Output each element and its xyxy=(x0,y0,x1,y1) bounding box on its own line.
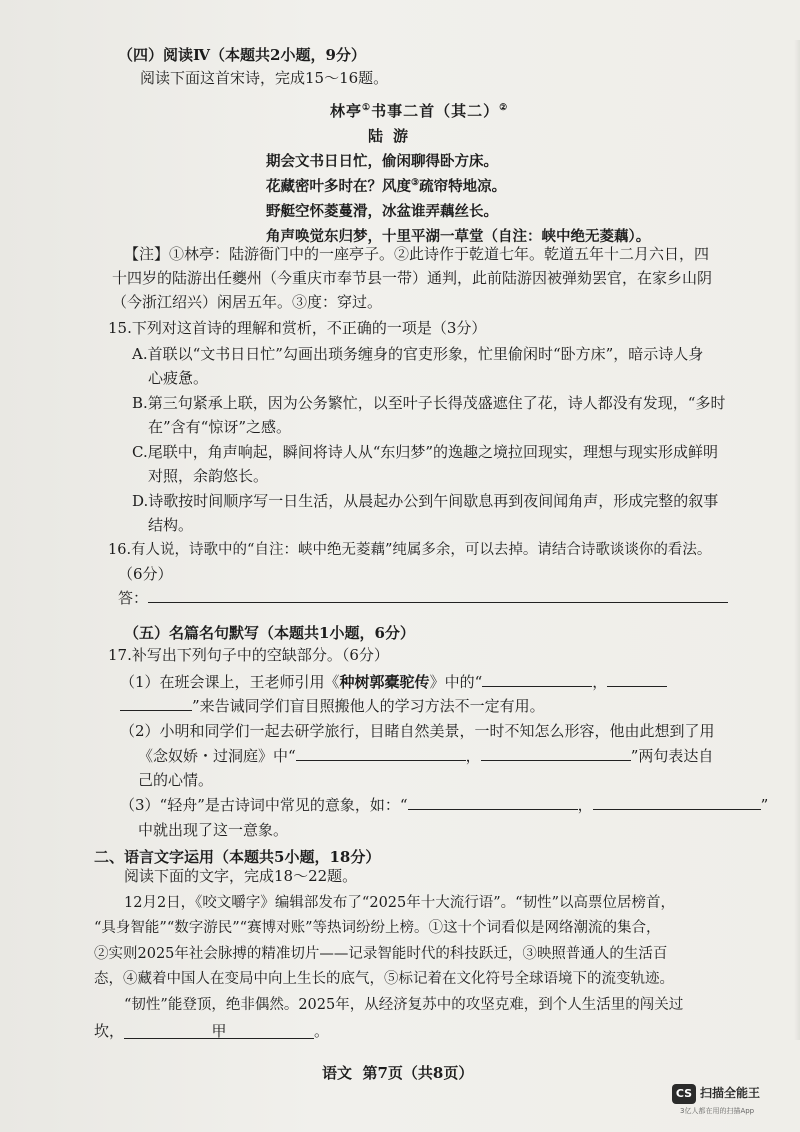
q17-blank-6[interactable] xyxy=(593,795,761,810)
watermark-tagline: 3亿人都在用的扫描App xyxy=(680,1107,755,1115)
q17-part1-title: 种树郭橐驼传 xyxy=(339,673,430,691)
watermark-app-name: 扫描全能王 xyxy=(700,1086,761,1100)
q17-blank-1[interactable] xyxy=(482,672,592,687)
page-edge-shadow xyxy=(794,40,800,1040)
q17-part2-comma: ， xyxy=(465,747,481,765)
passage-blank-label: 甲 xyxy=(211,1022,227,1040)
poem-title-a: 林亭 xyxy=(330,102,363,120)
poem-line-1: 期会文书日日忙，偷闲聊得卧方床。 xyxy=(266,153,498,170)
poem-title xyxy=(330,100,508,121)
q17-part3-text-a: （3）“轻舟”是古诗词中常见的意象，如：“ xyxy=(120,796,408,814)
q16-score: （6分） xyxy=(118,565,173,583)
q17-blank-2-cont[interactable] xyxy=(120,696,192,711)
q15-option-c-line2: 对照，余韵悠长。 xyxy=(148,467,269,485)
poem-line-2 xyxy=(266,175,506,196)
poem-author: 陆游 xyxy=(368,127,419,145)
q17-blank-3[interactable] xyxy=(296,746,466,761)
passage-line-5: “韧性”能登顶，绝非偶然。2025年，从经济复苏中的攻坚克难，到个人生活里的闯关过 xyxy=(124,997,684,1013)
page-footer xyxy=(322,1062,473,1083)
passage-line-4: 态，④藏着中国人在变局中向上生长的底气，⑤标记着在文化符号全球语境下的流变轨迹。 xyxy=(94,971,674,987)
q17-part3-line2: 中就出现了这一意象。 xyxy=(138,821,289,839)
q15-option-b-line1: B.第三句紧承上联，因为公务繁忙，以至叶子长得茂盛遮住了花，诗人都没有发现，“多时 xyxy=(132,394,726,412)
q17-part1-line2 xyxy=(120,692,545,720)
footnote-mark-2: ② xyxy=(499,103,509,113)
passage-line-6 xyxy=(94,1017,329,1045)
footer-subject: 语文 xyxy=(322,1064,353,1082)
q17-part1-text-b: 》中的“ xyxy=(429,673,483,691)
q17-part1-text-a: （1）在班会课上，王老师引用《 xyxy=(120,673,340,691)
q16-answer xyxy=(118,584,728,612)
q15-stem: 15.下列对这首诗的理解和赏析，不正确的一项是（3分） xyxy=(108,319,487,337)
scanner-watermark xyxy=(672,1082,782,1118)
poem-line-2a: 花藏密叶多时在？风度 xyxy=(266,178,411,195)
q17-stem: 17.补写出下列句子中的空缺部分。（6分） xyxy=(108,646,389,664)
section5-heading: （五）名篇名句默写（本题共1小题，6分） xyxy=(124,624,415,642)
passage-line-2: “具身智能”“数字游民”“赛博对账”等热词纷纷上榜。①这十个词看似是网络潮流的集合， xyxy=(94,920,661,936)
poem-line-2b: 疏帘特地凉。 xyxy=(419,178,507,195)
q15-option-d-line1: D.诗歌按时间顺序写一日生活，从晨起办公到午间歇息再到夜间闻角声，形成完整的叙事 xyxy=(132,492,719,510)
section4-intro: 阅读下面这首宋诗，完成15～16题。 xyxy=(140,69,389,87)
q15-option-b-line2: 在”含有“惊讶”之感。 xyxy=(148,418,292,436)
part2-heading: 二、语言文字运用（本题共5小题，18分） xyxy=(94,848,381,866)
note-line-2: 十四岁的陆游出任夔州（今重庆市奉节县一带）通判，此前陆游因被弹劾罢官，在家乡山阴 xyxy=(112,269,713,287)
q17-part2-line2 xyxy=(138,742,713,770)
q17-blank-4[interactable] xyxy=(481,746,631,761)
poem-line-4: 角声唤觉东归梦，十里平湖一草堂（自注：峡中绝无菱藕）。 xyxy=(266,228,651,245)
q15-option-a-line1: A.首联以“文书日日忙”勾画出琐务缠身的官吏形象，忙里偷闲时“卧方床”，暗示诗人身 xyxy=(132,345,704,363)
poem-title-b: 书事二首（其二） xyxy=(371,102,500,120)
q17-part3-comma: ， xyxy=(577,796,593,814)
q17-part1-comma: ， xyxy=(592,673,608,691)
q17-part2-line1: （2）小明和同学们一起去研学旅行，目睹自然美景，一时不知怎么形容，他由此想到了用 xyxy=(120,722,715,740)
footer-page-number: 第7页（共8页） xyxy=(362,1064,474,1082)
q15-option-a-line2: 心疲惫。 xyxy=(148,369,209,387)
poem-line-3: 野艇空怀菱蔓滑，冰盆谁弄藕丝长。 xyxy=(266,203,498,220)
note-line-3: （今浙江绍兴）闲居五年。③度：穿过。 xyxy=(112,293,383,311)
q17-part2-line3: 己的心情。 xyxy=(138,771,214,789)
passage-blank-jia[interactable] xyxy=(124,1024,314,1039)
passage-line-6-end: 。 xyxy=(314,1022,330,1040)
camscanner-logo-icon: CS xyxy=(672,1084,696,1104)
q17-blank-5[interactable] xyxy=(408,795,578,810)
q16-answer-label: 答： xyxy=(118,589,149,607)
section4-heading: （四）阅读Ⅳ（本题共2小题，9分） xyxy=(118,46,366,64)
q16-answer-blank[interactable] xyxy=(148,588,728,603)
passage-line-1: 12月2日，《咬文嚼字》编辑部发布了“2025年十大流行语”。“韧性”以高票位居榜首， xyxy=(124,895,675,911)
q17-part2-text-d: ”两句表达自 xyxy=(630,747,714,765)
footnote-mark-1: ① xyxy=(362,103,372,113)
q16-stem: 16.有人说，诗歌中的“自注：峡中绝无菱藕”纯属多余，可以去掉。请结合诗歌谈谈你的看法。 xyxy=(108,542,712,558)
q17-part2-text-b: 《念奴娇・过洞庭》中“ xyxy=(138,747,296,765)
footnote-mark-3: ③ xyxy=(411,178,420,189)
q17-part3-line1 xyxy=(120,791,768,819)
note-line-1: 【注】①林亭：陆游衙门中的一座亭子。②此诗作于乾道七年。乾道五年十二月六日，四 xyxy=(124,245,710,263)
q17-part3-quote: ” xyxy=(760,796,769,814)
passage-line-6-text: 坎， xyxy=(94,1022,125,1040)
q15-option-d-line2: 结构。 xyxy=(148,516,194,534)
q17-part1-text-d: ”来告诫同学们盲目照搬他人的学习方法不一定有用。 xyxy=(192,697,545,715)
passage-line-3: ②实则2025年社会脉搏的精准切片——记录智能时代的科技跃迁，③映照普通人的生活百 xyxy=(94,946,668,962)
part2-intro: 阅读下面的文字，完成18～22题。 xyxy=(124,867,358,885)
q17-blank-2[interactable] xyxy=(607,672,667,687)
q15-option-c-line1: C.尾联中，角声响起，瞬间将诗人从“东归梦”的逸趣之境拉回现实，理想与现实形成鲜明 xyxy=(132,443,719,461)
